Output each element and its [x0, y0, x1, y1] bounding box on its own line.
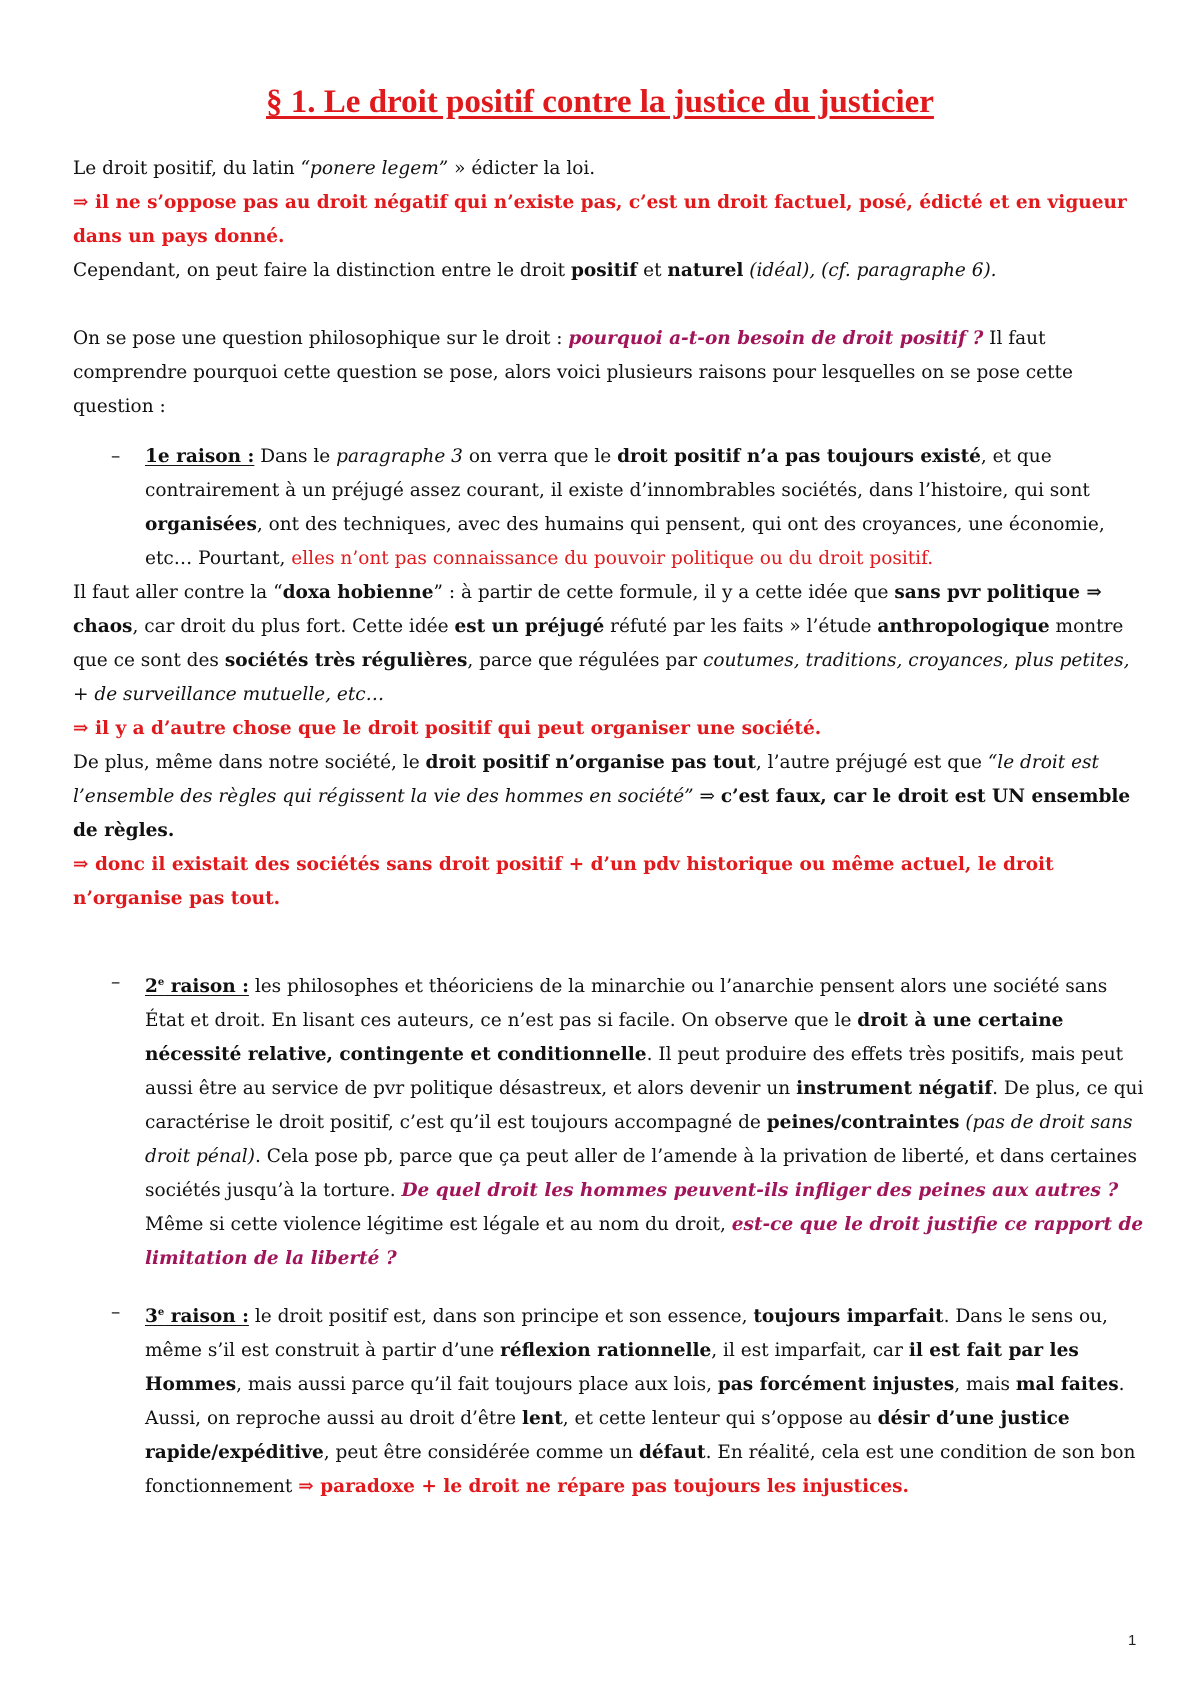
text: De plus, même dans notre société, le [73, 752, 426, 773]
text: les philosophes et théoriciens de la minarchie ou l’anarchie pensent alors une société sans État et droit. En lisant ces auteurs, ce n’est pas si facile. On observe que le [145, 976, 1108, 1032]
red-highlight: ⇒ paradoxe + le droit ne répare pas toujours les injustices. [298, 1476, 909, 1498]
italic-quote: “le droit est l’ensemble des règles qui régissent la vie des hommes en société” [73, 752, 1099, 807]
text: montre que ce sont des [73, 616, 1124, 671]
latin-phrase: “ponere legem” [300, 158, 449, 179]
text: , car droit du plus fort. Cette idée [132, 616, 455, 637]
page-title: § 1. Le droit positif contre la justice du justicier [266, 84, 934, 120]
bullet-dash: – [111, 446, 121, 467]
superscript: e [157, 1307, 165, 1318]
text: . De plus, ce qui caractérise le droit positif, c’est qu’il est toujours accompagné de [145, 1078, 1144, 1134]
reason-label: 3 [145, 1306, 158, 1328]
text: , l’autre préjugé est que [755, 752, 988, 773]
text: Cependant, on peut faire la distinction entre le droit [73, 260, 571, 281]
bold-term: réflexion rationnelle [500, 1340, 712, 1362]
key-question: De quel droit les hommes peuvent-ils infliger des peines aux autres ? [401, 1180, 1119, 1202]
reason-1 [145, 440, 1145, 576]
text: Même si cette violence légitime est légale et au nom du droit, [145, 1214, 732, 1236]
page-number: 1 [1128, 1632, 1137, 1649]
bullet-dash: – [111, 1302, 121, 1323]
text: , et cette lenteur qui s’oppose au [562, 1408, 878, 1430]
text: ⇒ [693, 786, 721, 807]
superscript: e [157, 977, 165, 988]
text: . Cela pose pb, parce que ça peut aller de l’amende à la privation de liberté, et dans certaines sociétés jusqu’à la torture. [145, 1146, 1137, 1202]
text: on verra que le [462, 446, 618, 467]
reason-1-society [73, 746, 1143, 848]
text: , mais [954, 1374, 1016, 1396]
bold-term: sociétés très régulières [224, 650, 468, 671]
text: On se pose une question philosophique sur le droit : [73, 328, 569, 349]
bold-term: instrument négatif [796, 1078, 993, 1100]
reason-3 [145, 1296, 1145, 1504]
bold-term: doxa hobienne [282, 582, 434, 603]
text: ” : à partir de cette formule, il y a cette idée que [433, 582, 895, 603]
reason-2 [145, 966, 1145, 1276]
red-highlight: elles n’ont pas connaissance du pouvoir politique ou du droit positif. [291, 548, 934, 569]
reason-1-conclusion: ⇒ il y a d’autre chose que le droit positif qui peut organiser une société. [73, 718, 822, 739]
bold-term: c’est faux, car le droit est UN ensemble de règles. [73, 786, 1131, 841]
text: , peut être considérée comme un [323, 1442, 639, 1464]
bold-term: pas forcément injustes [717, 1374, 955, 1396]
bold-term: anthropologique [877, 616, 1050, 637]
intro-line [73, 152, 1143, 186]
bold-term: il est fait par les Hommes [145, 1340, 1079, 1396]
bullet-dash: – [111, 972, 121, 993]
bold-term: défaut [638, 1442, 706, 1464]
key-question: est-ce que le droit justifie ce rapport de limitation de la liberté ? [145, 1214, 1144, 1270]
text: , parce que régulées par [467, 650, 703, 671]
bold-term: positif [570, 260, 638, 281]
key-question: pourquoi a-t-on besoin de droit positif ? [568, 328, 984, 349]
intro-conclusion: ⇒ il ne s’oppose pas au droit négatif qui n’existe pas, c’est un droit factuel, posé, édicté et en vigueur dans un pays donné. [73, 192, 1127, 247]
intro-question [73, 322, 1143, 424]
bold-term: organisées [145, 514, 257, 535]
text: Dans le [254, 446, 337, 467]
bold-term: lent [521, 1408, 563, 1430]
bold-term: désir d’une justice rapide/expéditive [145, 1408, 1070, 1464]
text: . Dans le sens ou, même s’il est construit à partir d’une [145, 1306, 1108, 1362]
reason-label: raison : [164, 976, 249, 998]
bold-term: sans pvr politique ⇒ chaos [73, 582, 1102, 637]
text: . En réalité, cela est une condition de son bon fonctionnement [145, 1442, 1136, 1498]
text: » édicter la loi. [448, 158, 596, 179]
reason-1-doxa [73, 576, 1143, 712]
bold-term: mal faites [1015, 1374, 1119, 1396]
bold-term: droit positif n’a pas toujours existé [617, 446, 981, 467]
reason-label: 1e raison : [145, 446, 255, 467]
text: Il faut comprendre pourquoi cette question se pose, alors voici plusieurs raisons pour lesquelles on se pose cette question : [73, 328, 1073, 417]
italic-list: coutumes, traditions, croyances, plus petites, + de surveillance mutuelle, etc… [73, 650, 1130, 705]
bold-term: est un préjugé [454, 616, 605, 637]
bold-term: toujours imparfait [753, 1306, 944, 1328]
text: Il faut aller contre la “ [73, 582, 283, 603]
text: réfuté par les faits » l’étude [604, 616, 878, 637]
text: , mais aussi parce qu’il fait toujours place aux lois, [236, 1374, 718, 1396]
bold-term: naturel [667, 260, 744, 281]
italic-note: (pas de droit sans droit pénal) [145, 1112, 1133, 1168]
text: , et que contrairement à un préjugé assez courant, il existe d’innombrables sociétés, dans l’histoire, qui sont [145, 446, 1090, 501]
text: et [637, 260, 668, 281]
text: , il est imparfait, car [711, 1340, 909, 1362]
reason-label: 2 [145, 976, 158, 998]
bold-term: droit à une certaine nécessité relative, contingente et conditionnelle [145, 1010, 1064, 1066]
text: Le droit positif, du latin [73, 158, 301, 179]
bold-term: peines/contraintes [766, 1112, 960, 1134]
italic-ref: paragraphe 3 [336, 446, 463, 467]
reason-1-final-conclusion: ⇒ donc il existait des sociétés sans droit positif + d’un pdv historique ou même actuel, le droit n’organise pas tout. [73, 854, 1054, 909]
reason-label: raison : [164, 1306, 249, 1328]
text: . Il peut produire des effets très positifs, mais peut aussi être au service de pvr politique désastreux, et alors devenir un [145, 1044, 1124, 1100]
text: , ont des techniques, avec des humains qui pensent, qui ont des croyances, une économie, etc… Pourtant, [145, 514, 1105, 569]
bold-term: droit positif n’organise pas tout [425, 752, 756, 773]
intro-distinction [73, 254, 1143, 288]
text: le droit positif est, dans son principe et son essence, [248, 1306, 754, 1328]
text: . Aussi, on reproche aussi au droit d’être [145, 1374, 1125, 1430]
italic-note: (idéal), (cf. paragraphe 6). [749, 260, 997, 281]
